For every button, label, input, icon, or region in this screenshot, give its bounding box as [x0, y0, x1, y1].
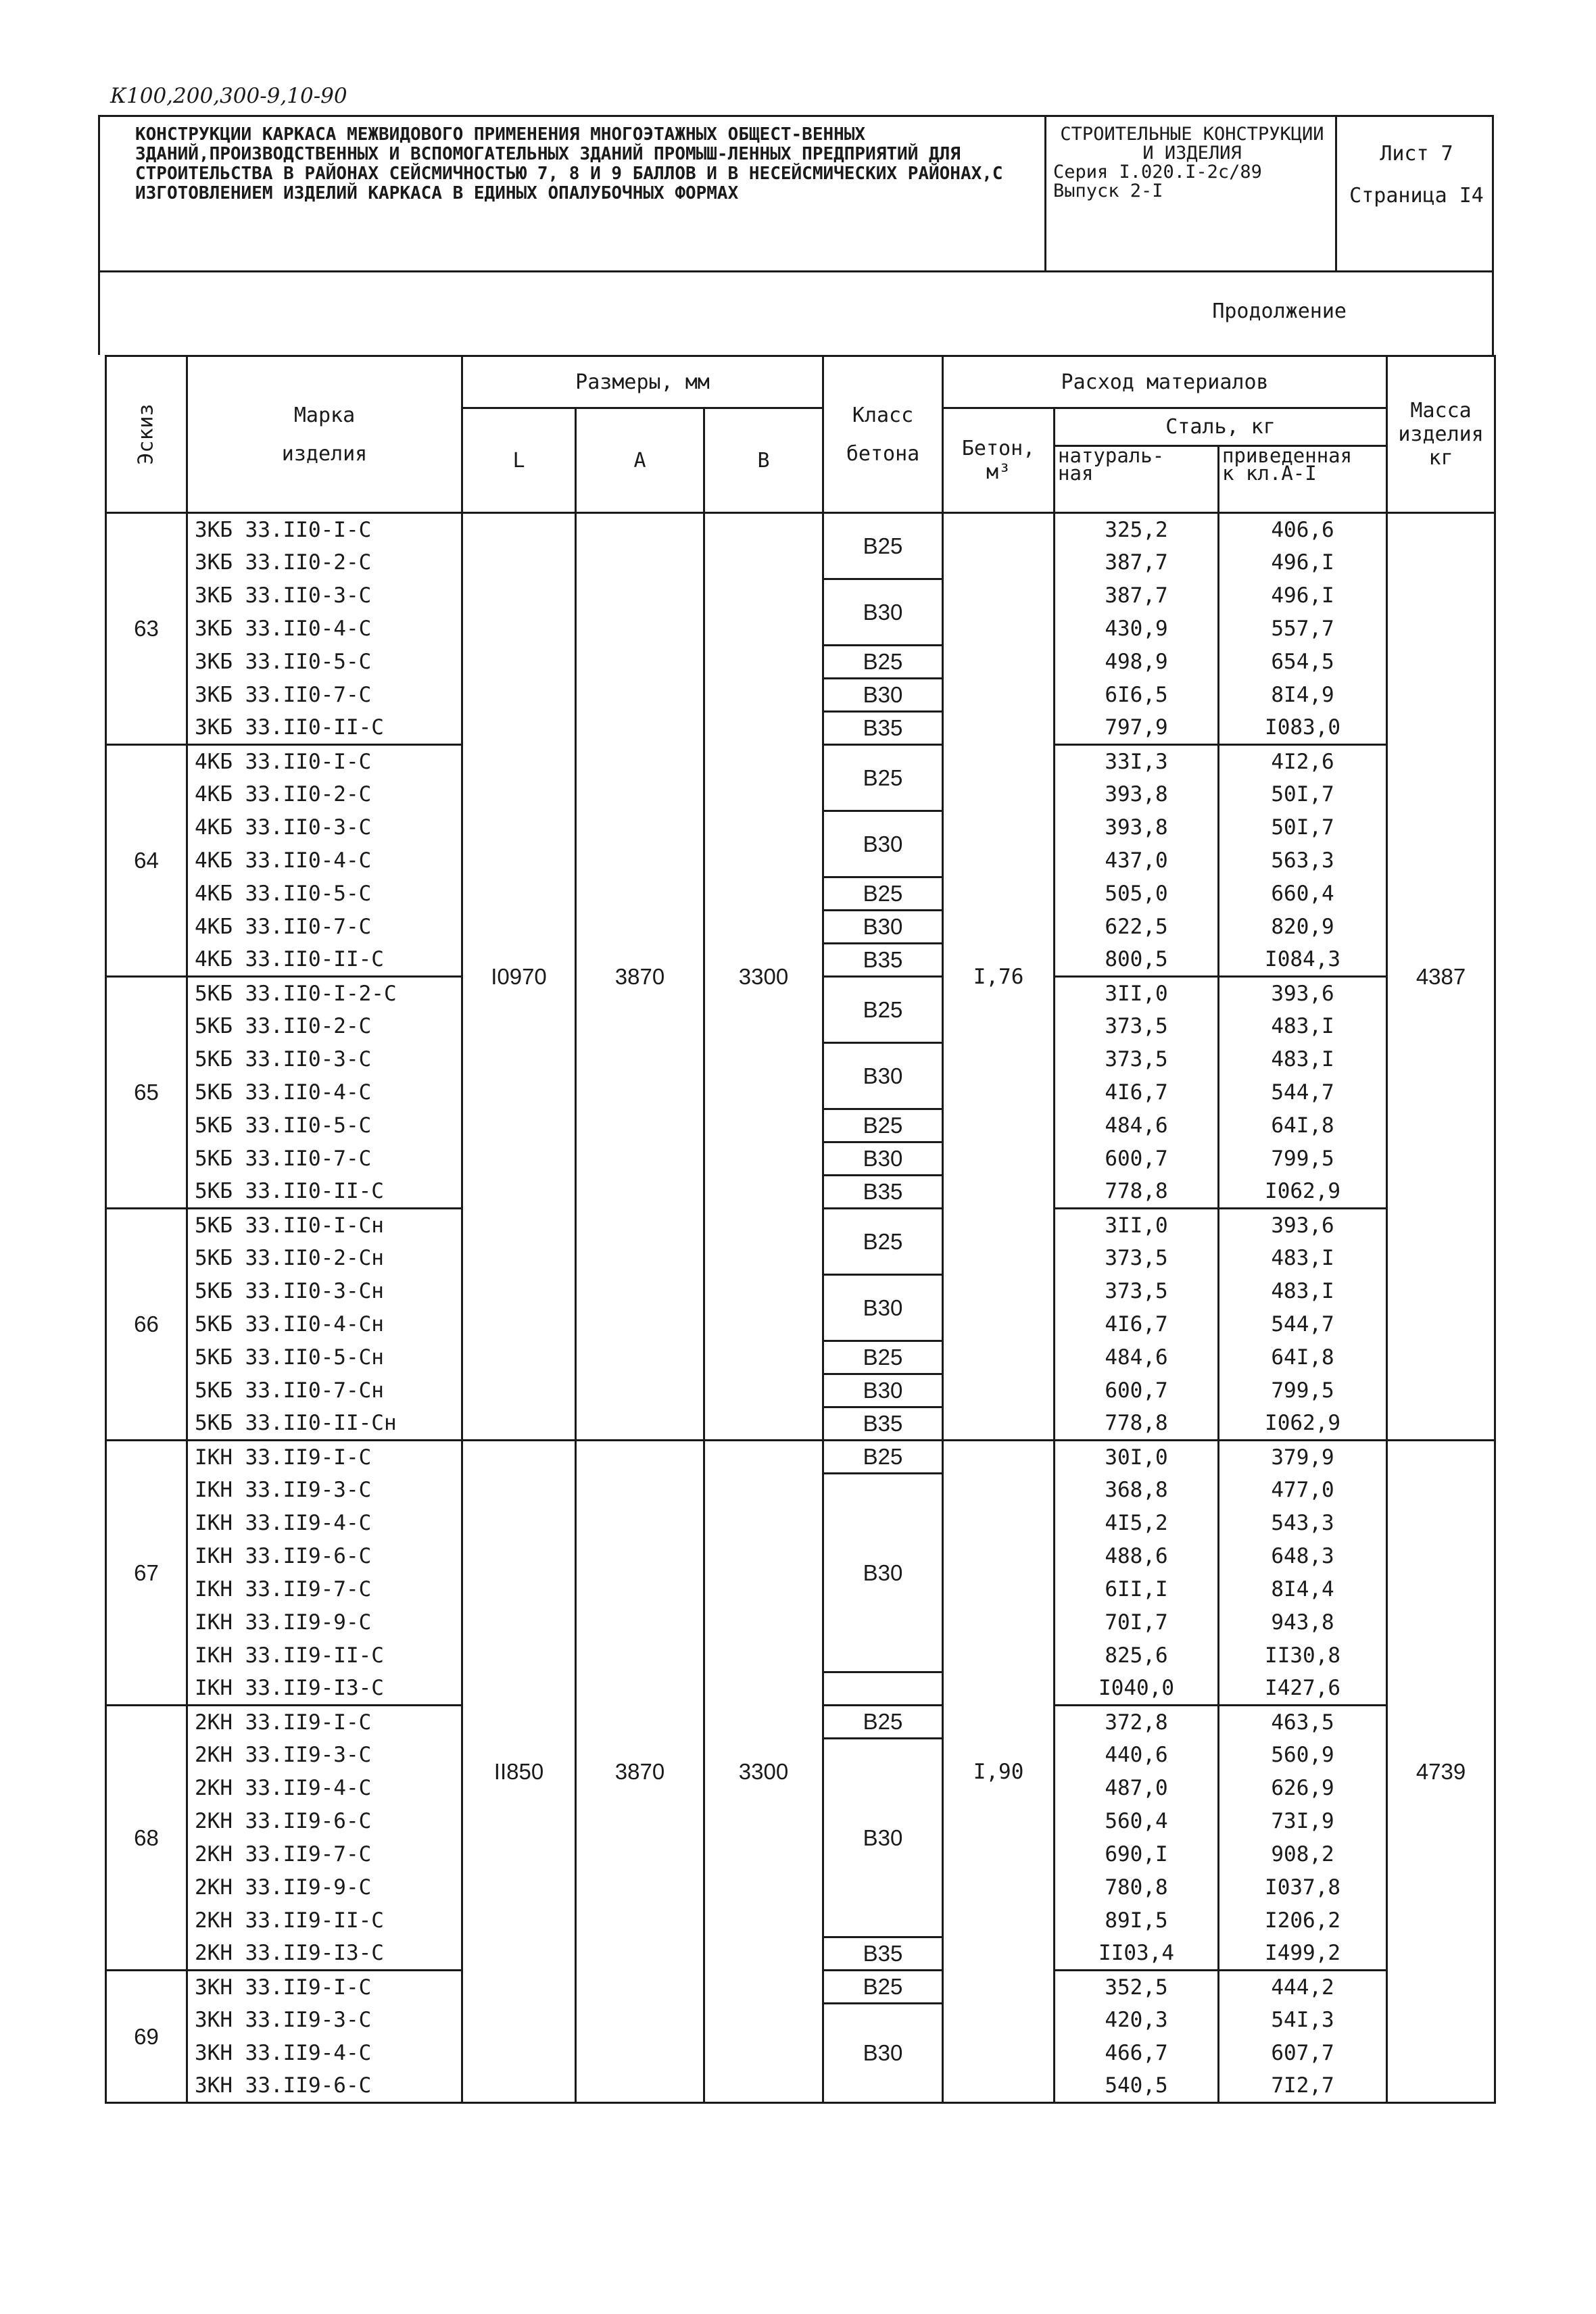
sketch-header: Эскиз [106, 356, 187, 513]
concrete-class [823, 1672, 943, 1706]
materials-table [105, 355, 1496, 2104]
L-header: L [462, 408, 576, 513]
product-brand: IКН 33.II9-9-С [187, 1606, 462, 1639]
steel-reduced: 379,9 [1219, 1441, 1387, 1474]
product-brand: IКН 33.II9-4-С [187, 1507, 462, 1540]
concrete-class: В30 [823, 679, 943, 712]
concrete-class: В35 [823, 1407, 943, 1441]
steel-natural: 600,7 [1055, 1142, 1219, 1176]
concrete-class: В30 [823, 911, 943, 944]
steel-natural: 487,0 [1055, 1772, 1219, 1805]
product-brand: 2КН 33.II9-4-С [187, 1772, 462, 1805]
steel-natural: 373,5 [1055, 1010, 1219, 1043]
steel-natural: 778,8 [1055, 1407, 1219, 1441]
product-brand: 4КБ 33.II0-3-С [187, 811, 462, 844]
product-brand: 5КБ 33.II0-3-Сн [187, 1275, 462, 1308]
concrete-class: В30 [823, 811, 943, 877]
concrete-class: В25 [823, 745, 943, 811]
steel-reduced: 393,6 [1219, 977, 1387, 1010]
A-header: А [576, 408, 704, 513]
steel-natural: 89I,5 [1055, 1904, 1219, 1937]
product-brand: 3КБ 33.II0-4-С [187, 612, 462, 646]
product-mass: 4739 [1387, 1441, 1495, 2103]
steel-reduced: 50I,7 [1219, 778, 1387, 811]
steel-reduced: 483,I [1219, 1043, 1387, 1076]
product-brand: 4КБ 33.II0-II-С [187, 944, 462, 977]
steel-reduced: 477,0 [1219, 1474, 1387, 1507]
product-brand: 2КН 33.II9-I3-С [187, 1937, 462, 1971]
steel-reduced: 799,5 [1219, 1142, 1387, 1176]
steel-reduced: 7I2,7 [1219, 2070, 1387, 2103]
steel-reduced: 50I,7 [1219, 811, 1387, 844]
product-brand: 2КН 33.II9-3-С [187, 1739, 462, 1772]
steel-natural: 373,5 [1055, 1275, 1219, 1308]
steel-reduced-header: приведенная к кл.А-I [1219, 446, 1387, 513]
steel-natural: 484,6 [1055, 1109, 1219, 1142]
product-brand: 5КБ 33.II0-7-С [187, 1142, 462, 1176]
steel-reduced: II30,8 [1219, 1639, 1387, 1672]
product-brand: IКН 33.II9-7-С [187, 1573, 462, 1606]
steel-reduced: 73I,9 [1219, 1805, 1387, 1838]
steel-header: Сталь, кг [1055, 408, 1387, 446]
concrete-class: В30 [823, 1142, 943, 1176]
steel-natural: 4I6,7 [1055, 1076, 1219, 1109]
steel-reduced: 626,9 [1219, 1772, 1387, 1805]
product-brand: 5КБ 33.II0-I-2-С [187, 977, 462, 1010]
steel-natural: 387,7 [1055, 579, 1219, 612]
materials-header: Расход материалов [943, 356, 1387, 408]
steel-reduced: 444,2 [1219, 1971, 1387, 2004]
page-label: Страница I4 [1349, 184, 1484, 208]
product-brand: 2КН 33.II9-I-С [187, 1706, 462, 1739]
steel-reduced: 820,9 [1219, 911, 1387, 944]
steel-reduced: 54I,3 [1219, 2004, 1387, 2037]
steel-natural: 6I6,5 [1055, 679, 1219, 712]
sketch-number: 67 [106, 1441, 187, 1706]
steel-reduced: 64I,8 [1219, 1341, 1387, 1374]
product-brand: 4КБ 33.II0-I-С [187, 745, 462, 778]
steel-reduced: 908,2 [1219, 1838, 1387, 1871]
steel-natural: 393,8 [1055, 778, 1219, 811]
sheet-block [1337, 117, 1496, 270]
steel-natural: 778,8 [1055, 1176, 1219, 1209]
steel-natural-header: натураль- ная [1055, 446, 1219, 513]
B-header: В [704, 408, 823, 513]
sheet-label: Лист 7 [1380, 142, 1453, 166]
sketch-number: 69 [106, 1971, 187, 2103]
concrete-class: В30 [823, 2004, 943, 2103]
steel-reduced: 406,6 [1219, 513, 1387, 546]
steel-natural: 800,5 [1055, 944, 1219, 977]
series-block [1046, 117, 1337, 270]
sketch-number: 68 [106, 1706, 187, 1971]
steel-reduced: 648,3 [1219, 1540, 1387, 1573]
product-brand: 3КБ 33.II0-7-С [187, 679, 462, 712]
steel-natural: 690,I [1055, 1838, 1219, 1871]
product-brand: 5КБ 33.II0-3-С [187, 1043, 462, 1076]
product-brand: 3КБ 33.II0-3-С [187, 579, 462, 612]
sketch-number: 63 [106, 513, 187, 745]
concrete-class: В25 [823, 1706, 943, 1739]
steel-reduced: 496,I [1219, 546, 1387, 579]
steel-natural: 3II,0 [1055, 977, 1219, 1010]
product-brand: 5КБ 33.II0-II-Сн [187, 1407, 462, 1441]
steel-natural: 6II,I [1055, 1573, 1219, 1606]
product-brand: 4КБ 33.II0-7-С [187, 911, 462, 944]
product-brand: 3КБ 33.II0-5-С [187, 646, 462, 679]
concrete-volume: I,76 [943, 513, 1055, 1441]
product-brand: IКН 33.II9-I-С [187, 1441, 462, 1474]
product-brand: 5КБ 33.II0-5-С [187, 1109, 462, 1142]
steel-natural: 622,5 [1055, 911, 1219, 944]
steel-natural: 373,5 [1055, 1043, 1219, 1076]
product-brand: 2КН 33.II9-II-С [187, 1904, 462, 1937]
product-brand: 2КН 33.II9-9-С [187, 1871, 462, 1904]
product-brand: 3КБ 33.II0-2-С [187, 546, 462, 579]
steel-natural: 352,5 [1055, 1971, 1219, 2004]
concrete-class: В30 [823, 1474, 943, 1672]
steel-reduced: 943,8 [1219, 1606, 1387, 1639]
dimension-A: 3870 [576, 1441, 704, 2103]
steel-natural: 780,8 [1055, 1871, 1219, 1904]
steel-natural: 797,9 [1055, 712, 1219, 745]
product-brand: 5КБ 33.II0-4-С [187, 1076, 462, 1109]
product-brand: 5КБ 33.II0-2-Сн [187, 1242, 462, 1275]
steel-reduced: 483,I [1219, 1242, 1387, 1275]
steel-reduced: 544,7 [1219, 1076, 1387, 1109]
steel-natural: 466,7 [1055, 2037, 1219, 2070]
steel-reduced: I062,9 [1219, 1176, 1387, 1209]
concrete-class: В30 [823, 1043, 943, 1109]
steel-reduced: I427,6 [1219, 1672, 1387, 1706]
product-brand: IКН 33.II9-6-С [187, 1540, 462, 1573]
steel-natural: 488,6 [1055, 1540, 1219, 1573]
steel-natural: 393,8 [1055, 811, 1219, 844]
product-brand: 5КБ 33.II0-2-С [187, 1010, 462, 1043]
steel-reduced: I499,2 [1219, 1937, 1387, 1971]
sketch-number: 65 [106, 977, 187, 1209]
product-brand: 3КН 33.II9-I-С [187, 1971, 462, 2004]
steel-reduced: 544,7 [1219, 1308, 1387, 1341]
steel-natural: 600,7 [1055, 1374, 1219, 1407]
steel-natural: 505,0 [1055, 877, 1219, 911]
sketch-number: 66 [106, 1209, 187, 1441]
steel-reduced: 799,5 [1219, 1374, 1387, 1407]
dimension-A: 3870 [576, 513, 704, 1441]
steel-reduced: I206,2 [1219, 1904, 1387, 1937]
steel-natural: 372,8 [1055, 1706, 1219, 1739]
dimension-B: 3300 [704, 1441, 823, 2103]
concrete-class: В30 [823, 1739, 943, 1937]
steel-reduced: 483,I [1219, 1275, 1387, 1308]
product-brand: 4КБ 33.II0-4-С [187, 844, 462, 877]
series-label: Серия I.020.I-2с/89 [1053, 162, 1262, 183]
steel-reduced: 557,7 [1219, 612, 1387, 646]
steel-natural: 560,4 [1055, 1805, 1219, 1838]
steel-natural: 4I6,7 [1055, 1308, 1219, 1341]
product-brand: IКН 33.II9-3-С [187, 1474, 462, 1507]
steel-natural: II03,4 [1055, 1937, 1219, 1971]
continuation-label: Продолжение [1212, 299, 1347, 323]
steel-natural: 3II,0 [1055, 1209, 1219, 1242]
dimension-B: 3300 [704, 513, 823, 1441]
concrete-class: В25 [823, 1209, 943, 1275]
concrete-class: В30 [823, 579, 943, 646]
steel-natural: I040,0 [1055, 1672, 1219, 1706]
product-brand: 4КБ 33.II0-2-С [187, 778, 462, 811]
concrete-class: В35 [823, 1937, 943, 1971]
concrete-header: Бетон, м³ [943, 408, 1055, 513]
dims-header: Размеры, мм [462, 356, 823, 408]
document-code: К100,200,300-9,10-90 [110, 84, 347, 108]
concrete-class: В25 [823, 1109, 943, 1142]
continuation-row [98, 272, 1494, 355]
steel-reduced: I037,8 [1219, 1871, 1387, 1904]
steel-reduced: 563,3 [1219, 844, 1387, 877]
product-brand: 5КБ 33.II0-II-С [187, 1176, 462, 1209]
steel-natural: 430,9 [1055, 612, 1219, 646]
concrete-class: В25 [823, 1441, 943, 1474]
product-brand: 2КН 33.II9-6-С [187, 1805, 462, 1838]
product-brand: 3КН 33.II9-3-С [187, 2004, 462, 2037]
product-brand: IКН 33.II9-II-С [187, 1639, 462, 1672]
steel-natural: 440,6 [1055, 1739, 1219, 1772]
product-brand: 3КН 33.II9-6-С [187, 2070, 462, 2103]
steel-reduced: 393,6 [1219, 1209, 1387, 1242]
product-brand: 5КБ 33.II0-5-Сн [187, 1341, 462, 1374]
steel-natural: 33I,3 [1055, 745, 1219, 778]
concrete-class: В25 [823, 1341, 943, 1374]
product-brand: 3КБ 33.II0-I-С [187, 513, 462, 546]
steel-natural: 498,9 [1055, 646, 1219, 679]
product-brand: 2КН 33.II9-7-С [187, 1838, 462, 1871]
product-brand: 3КБ 33.II0-II-С [187, 712, 462, 745]
mass-header: Масса изделия кг [1387, 356, 1495, 513]
steel-natural: 70I,7 [1055, 1606, 1219, 1639]
steel-natural: 825,6 [1055, 1639, 1219, 1672]
concrete-class: В35 [823, 944, 943, 977]
steel-reduced: 8I4,9 [1219, 679, 1387, 712]
steel-natural: 4I5,2 [1055, 1507, 1219, 1540]
concrete-class: В25 [823, 1971, 943, 2004]
product-brand: 5КБ 33.II0-7-Сн [187, 1374, 462, 1407]
steel-reduced: I084,3 [1219, 944, 1387, 977]
steel-reduced: 654,5 [1219, 646, 1387, 679]
steel-natural: 325,2 [1055, 513, 1219, 546]
steel-natural: 373,5 [1055, 1242, 1219, 1275]
product-brand: IКН 33.II9-I3-С [187, 1672, 462, 1706]
concrete-class: В25 [823, 977, 943, 1043]
steel-reduced: 543,3 [1219, 1507, 1387, 1540]
steel-reduced: I062,9 [1219, 1407, 1387, 1441]
steel-natural: 420,3 [1055, 2004, 1219, 2037]
concrete-class: В25 [823, 646, 943, 679]
steel-reduced: 463,5 [1219, 1706, 1387, 1739]
concrete-class: В30 [823, 1374, 943, 1407]
steel-reduced: 607,7 [1219, 2037, 1387, 2070]
steel-reduced: 560,9 [1219, 1739, 1387, 1772]
concrete-class: В25 [823, 877, 943, 911]
steel-natural: 368,8 [1055, 1474, 1219, 1507]
concrete-volume: I,90 [943, 1441, 1055, 2103]
concrete-class: В25 [823, 513, 943, 579]
product-mass: 4387 [1387, 513, 1495, 1441]
steel-reduced: 4I2,6 [1219, 745, 1387, 778]
title-block [98, 115, 1494, 272]
steel-natural: 437,0 [1055, 844, 1219, 877]
product-brand: 3КН 33.II9-4-С [187, 2037, 462, 2070]
product-brand: 5КБ 33.II0-I-Сн [187, 1209, 462, 1242]
document-title: КОНСТРУКЦИИ КАРКАСА МЕЖВИДОВОГО ПРИМЕНЕНИЯ МНОГОЭТАЖНЫХ ОБЩЕСТ-ВЕННЫХ ЗДАНИЙ,ПРОИЗВОДСТВЕННЫХ И ВСПОМОГАТЕЛЬНЫХ ЗДАНИЙ ПРОМЫШ-ЛЕННЫХ ПРЕДПРИЯТИЙ ДЛЯ СТРОИТЕЛЬСТВА В РАЙОНАХ СЕЙСМИЧНОСТЬЮ 7, 8 И 9 БАЛЛОВ И В НЕСЕЙСМИЧЕСКИХ РАЙОНАХ,С ИЗГОТОВЛЕНИЕМ ИЗДЕЛИЙ КАРКАСА В ЕДИНЫХ ОПАЛУБОЧНЫХ ФОРМАХ [100, 117, 1046, 270]
category-label: СТРОИТЕЛЬНЫЕ КОНСТРУКЦИИ И ИЗДЕЛИЯ [1060, 124, 1324, 164]
class-header: Класс бетона [823, 356, 943, 513]
steel-reduced: 64I,8 [1219, 1109, 1387, 1142]
steel-reduced: 8I4,4 [1219, 1573, 1387, 1606]
sketch-number: 64 [106, 745, 187, 977]
brand-header: Марка изделия [187, 356, 462, 513]
steel-reduced: I083,0 [1219, 712, 1387, 745]
table-row [106, 1441, 1495, 1474]
product-brand: 4КБ 33.II0-5-С [187, 877, 462, 911]
table-row [106, 513, 1495, 546]
steel-natural: 387,7 [1055, 546, 1219, 579]
steel-natural: 30I,0 [1055, 1441, 1219, 1474]
concrete-class: В35 [823, 712, 943, 745]
dimension-L: II850 [462, 1441, 576, 2103]
steel-reduced: 496,I [1219, 579, 1387, 612]
steel-natural: 484,6 [1055, 1341, 1219, 1374]
steel-reduced: 660,4 [1219, 877, 1387, 911]
issue-label: Выпуск 2-I [1053, 180, 1163, 201]
concrete-class: В30 [823, 1275, 943, 1341]
product-brand: 5КБ 33.II0-4-Сн [187, 1308, 462, 1341]
dimension-L: I0970 [462, 513, 576, 1441]
concrete-class: В35 [823, 1176, 943, 1209]
steel-natural: 540,5 [1055, 2070, 1219, 2103]
steel-reduced: 483,I [1219, 1010, 1387, 1043]
